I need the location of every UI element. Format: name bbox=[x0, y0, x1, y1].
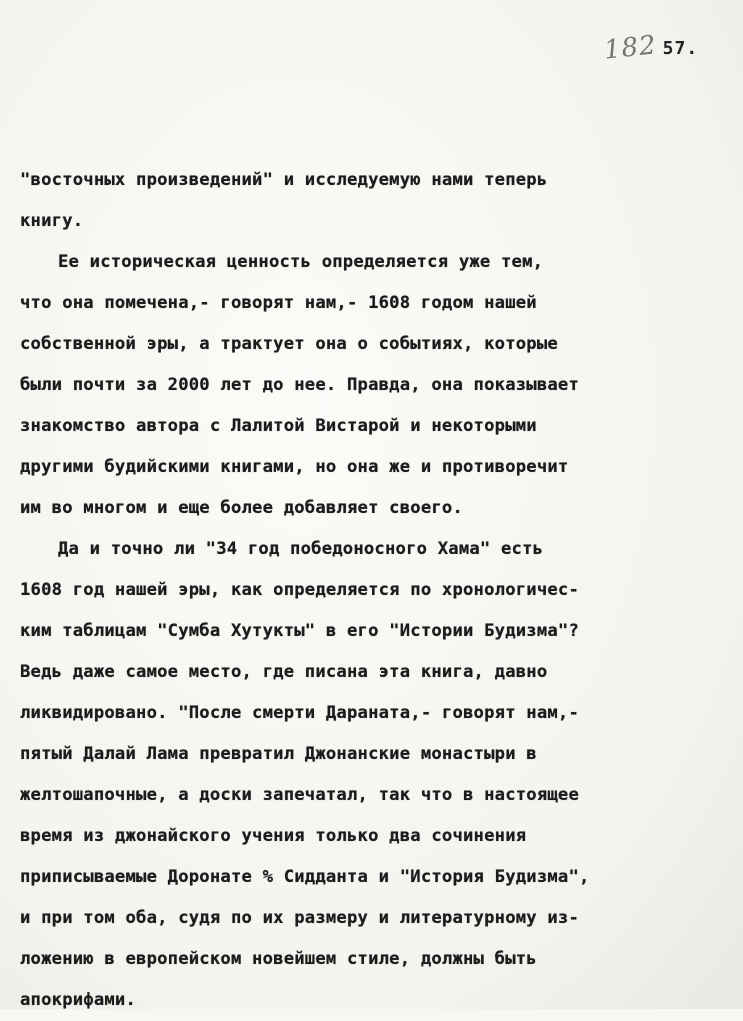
text-line: Ее историческая ценность определяется уже тем, bbox=[58, 252, 544, 272]
handwritten-page-number: 182 bbox=[602, 30, 659, 66]
text-line: 1608 год нашей эры, как определяется по хронологичес- bbox=[20, 580, 580, 600]
text-line: апокрифами. bbox=[20, 990, 137, 1010]
text-line: были почти за 2000 лет до нее. Правда, она показывает bbox=[20, 375, 580, 395]
text-line: книгу. bbox=[20, 211, 84, 231]
body-text bbox=[20, 160, 740, 1021]
typed-page-number: 57. bbox=[662, 37, 699, 59]
text-line: пятый Далай Лама превратил Джонанские монастыри в bbox=[20, 744, 537, 764]
text-line: и при том оба, судя по их размеру и литературному из- bbox=[20, 908, 580, 928]
text-line: ложению в европейском новейшем стиле, должны быть bbox=[20, 949, 537, 969]
text-line: Да и точно ли "34 год победоносного Хама" есть bbox=[58, 539, 544, 559]
text-line: знакомство автора с Лалитой Вистарой и некоторыми bbox=[20, 416, 537, 436]
text-line: желтошапочные, а доски запечатал, так что в настоящее bbox=[20, 785, 580, 805]
page-number bbox=[604, 28, 698, 68]
text-line: время из джонайского учения только два сочинения bbox=[20, 826, 527, 846]
text-line: ким таблицам "Сумба Хутукты" в его "Истории Будизма"? bbox=[20, 621, 580, 641]
text-line: им во многом и еще более добавляет своего. bbox=[20, 498, 464, 518]
text-line: Ведь даже самое место, где писана эта книга, давно bbox=[20, 662, 548, 682]
text-line: "восточных произведений" и исследуемую нами теперь bbox=[20, 170, 548, 190]
text-line: приписываемые Доронате % Сидданта и "История Будизма", bbox=[20, 867, 590, 887]
text-line: собственной эры, а трактует она о событиях, которые bbox=[20, 334, 558, 354]
text-line: ликвидировано. "После смерти Дараната,- говорят нам,- bbox=[20, 703, 580, 723]
text-line: что она помечена,- говорят нам,- 1608 годом нашей bbox=[20, 293, 537, 313]
text-line: другими будийскими книгами, но она же и противоречит bbox=[20, 457, 569, 477]
